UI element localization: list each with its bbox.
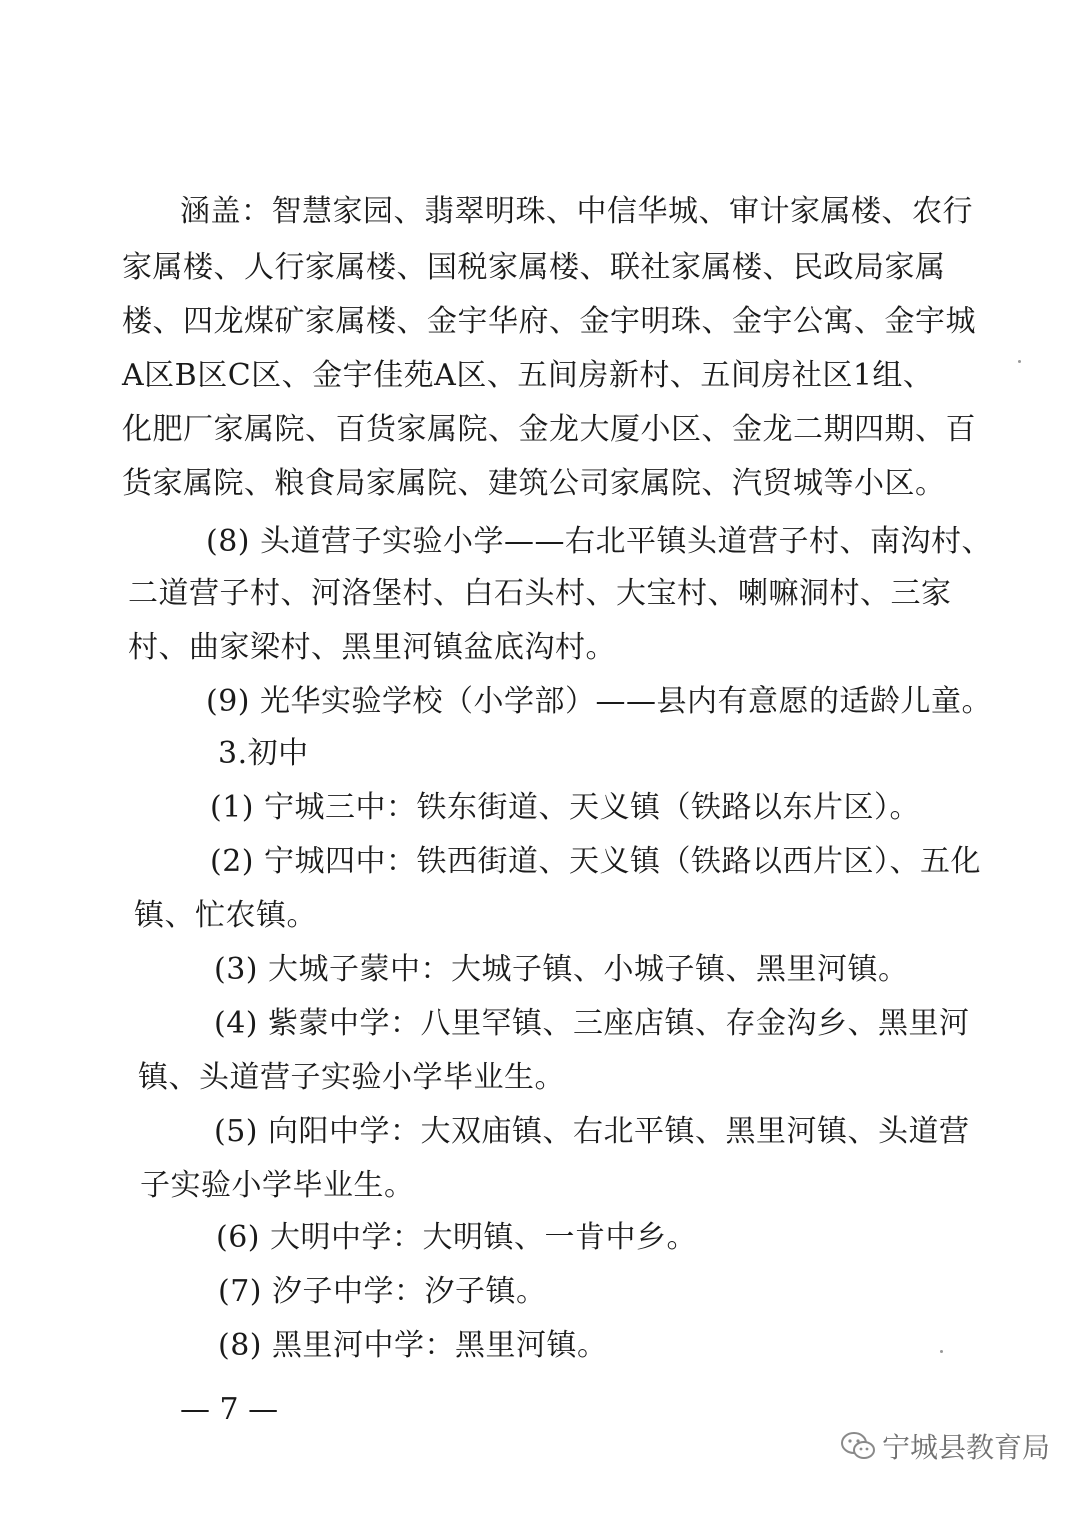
text-line: (6) 大明中学：大明镇、一肯中乡。 [216, 1220, 698, 1255]
text-line: (8) 黑里河中学：黑里河镇。 [218, 1328, 608, 1363]
text-line: (8) 头道营子实验小学——右北平镇头道营子村、南沟村、 [206, 524, 993, 559]
text-line: (3) 大城子蒙中：大城子镇、小城子镇、黑里河镇。 [214, 952, 909, 987]
wechat-watermark [840, 1424, 1050, 1468]
text-line: (5) 向阳中学：大双庙镇、右北平镇、黑里河镇、头道营 [214, 1114, 970, 1149]
text-line: (1) 宁城三中：铁东街道、天义镇（铁路以东片区）。 [210, 790, 921, 825]
text-line: 镇、忙农镇。 [134, 898, 317, 933]
text-line: 涵盖：智慧家园、翡翠明珠、中信华城、审计家属楼、农行 [180, 194, 973, 229]
text-line: 二道营子村、河洛堡村、白石头村、大宝村、喇嘛洞村、三家 [128, 576, 952, 611]
text-line: 3.初中 [218, 736, 309, 771]
text-line: (2) 宁城四中：铁西街道、天义镇（铁路以西片区）、五化 [210, 844, 982, 879]
text-line: 家属楼、人行家属楼、国税家属楼、联社家属楼、民政局家属 [122, 250, 946, 285]
scan-speck [1018, 360, 1021, 363]
text-line: 子实验小学毕业生。 [140, 1168, 415, 1203]
text-line: 楼、四龙煤矿家属楼、金宇华府、金宇明珠、金宇公寓、金宇城 [122, 304, 976, 339]
text-line: 镇、头道营子实验小学毕业生。 [138, 1060, 565, 1095]
text-line: 货家属院、粮食局家属院、建筑公司家属院、汽贸城等小区。 [122, 466, 946, 501]
text-line: (4) 紫蒙中学：八里罕镇、三座店镇、存金沟乡、黑里河 [214, 1006, 970, 1041]
watermark-text: 宁城县教育局 [882, 1431, 1051, 1464]
scan-speck [940, 1350, 943, 1353]
wechat-icon [840, 1431, 876, 1461]
page-number: — 7 — [180, 1392, 279, 1427]
text-line: A区B区C区、金宇佳苑A区、五间房新村、五间房社区1组、 [122, 358, 934, 393]
text-line: (7) 汐子中学：汐子镇。 [218, 1274, 547, 1309]
text-line: 村、曲家梁村、黑里河镇盆底沟村。 [128, 630, 616, 665]
text-line: 化肥厂家属院、百货家属院、金龙大厦小区、金龙二期四期、百 [122, 412, 976, 447]
text-line: (9) 光华实验学校（小学部）——县内有意愿的适龄儿童。 [206, 684, 993, 719]
